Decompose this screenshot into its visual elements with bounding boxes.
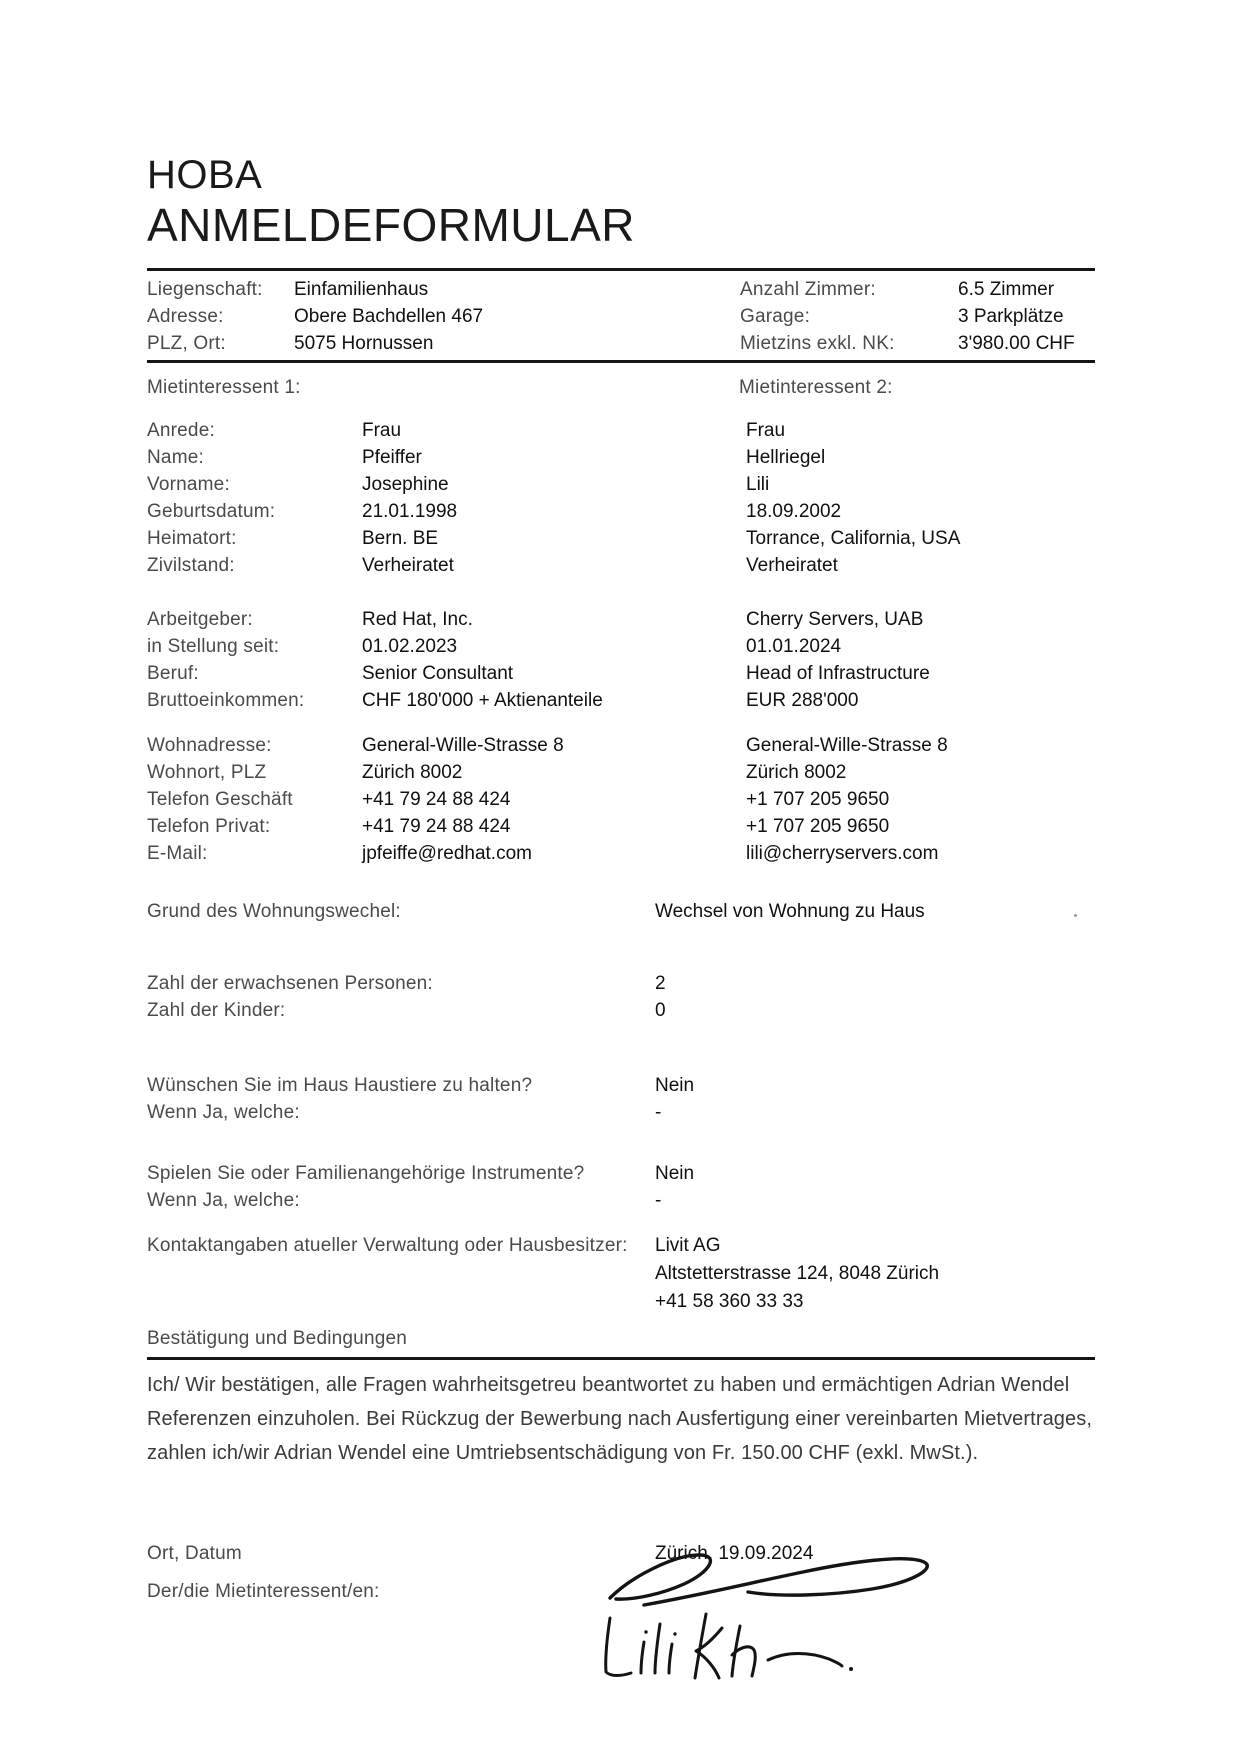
- field-label: Telefon Geschäft: [147, 789, 293, 810]
- applicant-1-value: Frau: [362, 420, 402, 441]
- property-row: [147, 303, 1095, 330]
- form-row: [147, 660, 1095, 687]
- address-section: [147, 732, 1095, 867]
- field-label: Spielen Sie oder Familienangehörige Instrumente?: [147, 1163, 585, 1184]
- applicant-1-value: Red Hat, Inc.: [362, 609, 473, 630]
- form-row: [147, 552, 1095, 579]
- form-row: [147, 417, 1095, 444]
- field-label: Heimatort:: [147, 528, 237, 549]
- field-label: Wünschen Sie im Haus Haustiere zu halten?: [147, 1075, 533, 1096]
- confirmation-line: Ich/ Wir bestätigen, alle Fragen wahrheitsgetreu beantwortet zu haben und ermächtigen Adrian Wendel: [147, 1374, 1070, 1396]
- employment-section: [147, 606, 1095, 714]
- applicant-2-value: Frau: [746, 420, 786, 441]
- field-label: Name:: [147, 447, 204, 468]
- confirmation-heading: Bestätigung und Bedingungen: [147, 1328, 408, 1349]
- form-row: [147, 471, 1095, 498]
- field-label: Vorname:: [147, 474, 230, 495]
- divider-top: [147, 268, 1095, 271]
- field-value: -: [655, 1190, 662, 1211]
- field-label: in Stellung seit:: [147, 636, 280, 657]
- field-value: 3'980.00 CHF: [958, 333, 1075, 354]
- field-value: Einfamilienhaus: [294, 279, 429, 300]
- form-row: [147, 1099, 1095, 1126]
- household-counts-section: [147, 970, 1095, 1024]
- field-label: Telefon Privat:: [147, 816, 271, 837]
- form-row: [147, 498, 1095, 525]
- applicant-1-value: +41 79 24 88 424: [362, 789, 511, 810]
- field-label: Garage:: [740, 306, 811, 327]
- field-value: Obere Bachdellen 467: [294, 306, 484, 327]
- applicant-2-value: Zürich 8002: [746, 762, 847, 783]
- form-row: [147, 997, 1095, 1024]
- field-label: Wohnort, PLZ: [147, 762, 267, 783]
- applicant-2-value: 18.09.2002: [746, 501, 842, 522]
- field-label: Anrede:: [147, 420, 215, 441]
- field-label: Ort, Datum: [147, 1543, 242, 1564]
- field-label: Beruf:: [147, 663, 199, 684]
- applicant-2-value: Lili: [746, 474, 770, 495]
- applicant-1-value: +41 79 24 88 424: [362, 816, 511, 837]
- field-label: Adresse:: [147, 306, 224, 327]
- field-label: Arbeitgeber:: [147, 609, 253, 630]
- applicant-1-value: Senior Consultant: [362, 663, 514, 684]
- applicant-2-value: Cherry Servers, UAB: [746, 609, 924, 630]
- applicant-2-value: Head of Infrastructure: [746, 663, 930, 684]
- applicant-2-value: EUR 288'000: [746, 690, 859, 711]
- field-value: Wechsel von Wohnung zu Haus: [655, 901, 925, 922]
- landlord-contact-block: [655, 1232, 1095, 1316]
- field-label: Zahl der Kinder:: [147, 1000, 286, 1021]
- field-value: 2: [655, 973, 666, 994]
- divider-property-bottom: [147, 360, 1095, 363]
- applicant-2-value: +1 707 205 9650: [746, 816, 890, 837]
- field-label: Wenn Ja, welche:: [147, 1102, 300, 1123]
- applicant-2-heading: Mietinteressent 2:: [739, 377, 893, 398]
- field-label: Wohnadresse:: [147, 735, 272, 756]
- field-label: Kontaktangaben atueller Verwaltung oder Hausbesitzer:: [147, 1235, 628, 1256]
- personal-details-section: [147, 417, 1095, 579]
- applicant-2-value: Torrance, California, USA: [746, 528, 961, 549]
- confirmation-line: zahlen ich/wir Adrian Wendel eine Umtriebsentschädigung von Fr. 150.00 CHF (exkl. MwSt.).: [147, 1442, 979, 1464]
- applicant-2-value: 01.01.2024: [746, 636, 842, 657]
- applicant-1-value: 01.02.2023: [362, 636, 458, 657]
- applicant-2-value: Hellriegel: [746, 447, 826, 468]
- current-landlord-row: [147, 1232, 1095, 1316]
- field-label: Zahl der erwachsenen Personen:: [147, 973, 433, 994]
- applicant-1-value: General-Wille-Strasse 8: [362, 735, 564, 756]
- field-label: PLZ, Ort:: [147, 333, 226, 354]
- field-label: Mietzins exkl. NK:: [740, 333, 895, 354]
- field-label: Liegenschaft:: [147, 279, 263, 300]
- place-date-value: Zürich, 19.09.2024: [655, 1543, 814, 1564]
- form-row: [147, 606, 1095, 633]
- form-row: [147, 687, 1095, 714]
- field-value: 0: [655, 1000, 666, 1021]
- form-row: [147, 444, 1095, 471]
- applicant-1-value: 21.01.1998: [362, 501, 458, 522]
- form-row: [147, 1072, 1095, 1099]
- field-value: 3 Parkplätze: [958, 306, 1064, 327]
- instruments-section: [147, 1160, 1095, 1214]
- page-title: ANMELDEFORMULAR: [147, 199, 636, 251]
- move-reason-row: [147, 898, 1095, 925]
- pets-section: [147, 1072, 1095, 1126]
- applicant-1-value: Zürich 8002: [362, 762, 463, 783]
- property-section: [147, 276, 1095, 357]
- form-row: [147, 633, 1095, 660]
- stray-mark: [1074, 914, 1077, 917]
- form-row: [147, 813, 1095, 840]
- landlord-contact-line: Livit AG: [655, 1235, 721, 1256]
- field-value: Nein: [655, 1075, 695, 1096]
- applicant-2-value: +1 707 205 9650: [746, 789, 890, 810]
- form-row: [147, 970, 1095, 997]
- field-label: E-Mail:: [147, 843, 208, 864]
- field-label: Zivilstand:: [147, 555, 235, 576]
- form-row: [147, 759, 1095, 786]
- field-label: Anzahl Zimmer:: [740, 279, 876, 300]
- applicant-headings: [147, 374, 1095, 401]
- confirmation-paragraph: [147, 1368, 1095, 1470]
- field-label: Bruttoeinkommen:: [147, 690, 305, 711]
- applicant-2-value: General-Wille-Strasse 8: [746, 735, 948, 756]
- signature-1: [598, 1542, 938, 1616]
- applicant-1-heading: Mietinteressent 1:: [147, 377, 301, 398]
- landlord-contact-line: Altstetterstrasse 124, 8048 Zürich: [655, 1263, 940, 1284]
- applicant-2-value: Verheiratet: [746, 555, 838, 576]
- form-row: [147, 786, 1095, 813]
- applicant-1-value: Verheiratet: [362, 555, 454, 576]
- field-label: Wenn Ja, welche:: [147, 1190, 300, 1211]
- property-row: [147, 330, 1095, 357]
- applicant-1-value: jpfeiffe@redhat.com: [362, 843, 532, 864]
- field-value: -: [655, 1102, 662, 1123]
- applicant-2-value: lili@cherryservers.com: [746, 843, 939, 864]
- field-label: Grund des Wohnungswechel:: [147, 901, 401, 922]
- field-value: 6.5 Zimmer: [958, 279, 1055, 300]
- field-value: Nein: [655, 1163, 695, 1184]
- signature-2: [582, 1608, 867, 1696]
- confirmation-line: Referenzen einzuholen. Bei Rückzug der Bewerbung nach Ausfertigung einer vereinbarten Mietvertrages,: [147, 1408, 1092, 1430]
- applicant-1-value: CHF 180'000 + Aktienanteile: [362, 690, 603, 711]
- divider-confirmation: [147, 1357, 1095, 1360]
- form-row: [147, 1160, 1095, 1187]
- field-label: Der/die Mietinteressent/en:: [147, 1581, 380, 1602]
- form-row: [147, 732, 1095, 759]
- applicant-1-value: Josephine: [362, 474, 449, 495]
- landlord-contact-line: +41 58 360 33 33: [655, 1291, 804, 1312]
- property-row: [147, 276, 1095, 303]
- applicant-1-value: Pfeiffer: [362, 447, 422, 468]
- form-row: [147, 525, 1095, 552]
- applicant-1-value: Bern. BE: [362, 528, 439, 549]
- brand-title: HOBA: [147, 153, 263, 197]
- form-row: [147, 1187, 1095, 1214]
- field-label: Geburtsdatum:: [147, 501, 276, 522]
- field-value: 5075 Hornussen: [294, 333, 434, 354]
- form-row: [147, 840, 1095, 867]
